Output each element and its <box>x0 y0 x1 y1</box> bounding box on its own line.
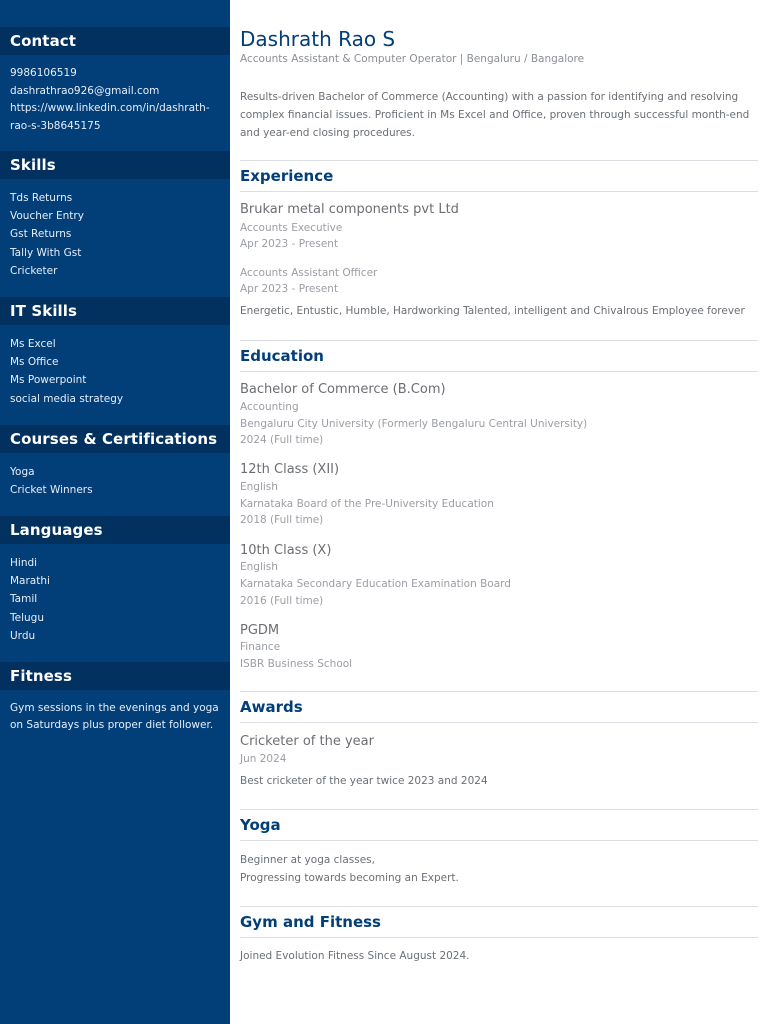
skill-item: Cricketer <box>10 264 58 277</box>
skill-item: Gst Returns <box>10 228 72 241</box>
job-description: Energetic, Entustic, Humble, Hardworking Talented, intelligent and Chivalrous Employee forever <box>240 305 745 317</box>
language-item: Marathi <box>10 575 50 588</box>
education-heading: Education <box>240 340 758 372</box>
candidate-name: Dashrath Rao S <box>240 27 396 51</box>
fitness-line: Gym sessions in the evenings and yoga <box>10 702 219 714</box>
course-item: Cricket Winners <box>10 484 93 497</box>
phone-number[interactable]: 9986106519 <box>10 67 77 79</box>
job-dates: Apr 2023 - Present <box>240 283 339 295</box>
education-field: English <box>240 481 278 493</box>
contact-heading: Contact <box>0 27 230 55</box>
job-dates: Apr 2023 - Present <box>240 238 339 250</box>
experience-heading: Experience <box>240 160 758 192</box>
contact-section <box>0 27 230 135</box>
courses-heading: Courses & Certifications <box>0 425 230 453</box>
education-institution: ISBR Business School <box>240 658 353 670</box>
it-skills-section <box>0 297 230 408</box>
skill-item: Tds Returns <box>10 192 73 204</box>
education-year: 2018 (Full time) <box>240 514 324 526</box>
linkedin-link-line1[interactable]: https://www.linkedin.com/in/dashrath- <box>10 102 210 114</box>
it-skill-item: Ms Office <box>10 356 59 369</box>
summary-line: complex financial issues. Proficient in Ms Excel and Office, proven through successful month-end <box>240 109 750 121</box>
course-item: Yoga <box>10 466 35 478</box>
skills-section <box>0 151 230 280</box>
skill-item: Tally With Gst <box>10 246 82 259</box>
job-role: Accounts Assistant Officer <box>240 267 378 279</box>
contact-list <box>0 55 230 135</box>
languages-section <box>0 516 230 645</box>
award-name: Cricketer of the year <box>240 734 374 749</box>
company-name: Brukar metal components pvt Ltd <box>240 202 459 217</box>
summary-line: Results-driven Bachelor of Commerce (Accounting) with a passion for identifying and resolving <box>240 91 739 103</box>
languages-list <box>0 544 230 645</box>
it-skill-item: Ms Excel <box>10 338 56 350</box>
education-degree: PGDM <box>240 623 280 638</box>
email-link[interactable]: dashrathrao926@gmail.com <box>10 84 160 97</box>
awards-heading: Awards <box>240 691 758 723</box>
gym-text: Joined Evolution Fitness Since August 2024. <box>240 950 470 962</box>
it-skill-item: social media strategy <box>10 392 124 405</box>
fitness-section <box>0 662 230 734</box>
fitness-heading: Fitness <box>0 662 230 690</box>
award-date: Jun 2024 <box>240 753 287 765</box>
fitness-text <box>0 690 230 734</box>
skills-heading: Skills <box>0 151 230 179</box>
language-item: Urdu <box>10 629 36 642</box>
education-institution: Karnataka Secondary Education Examination Board <box>240 578 511 590</box>
education-field: Finance <box>240 641 281 653</box>
education-degree: 12th Class (XII) <box>240 462 340 477</box>
fitness-line: on Saturdays plus proper diet follower. <box>10 719 214 731</box>
summary-line: and year-end closing procedures. <box>240 127 415 139</box>
education-degree: Bachelor of Commerce (B.Com) <box>240 382 446 397</box>
award-description: Best cricketer of the year twice 2023 and 2024 <box>240 775 488 787</box>
it-skills-list <box>0 325 230 408</box>
it-skills-heading: IT Skills <box>0 297 230 325</box>
education-field: Accounting <box>240 401 299 413</box>
yoga-line: Progressing towards becoming an Expert. <box>240 872 459 884</box>
education-year: 2016 (Full time) <box>240 595 324 607</box>
summary <box>240 88 758 142</box>
yoga-heading: Yoga <box>240 809 758 841</box>
education-degree: 10th Class (X) <box>240 543 332 558</box>
linkedin-link-line2[interactable]: rao-s-3b8645175 <box>10 119 101 132</box>
skills-list <box>0 179 230 280</box>
education-institution: Karnataka Board of the Pre-University Education <box>240 498 494 510</box>
language-item: Tamil <box>10 593 38 606</box>
yoga-line: Beginner at yoga classes, <box>240 854 375 866</box>
language-item: Hindi <box>10 557 38 569</box>
languages-heading: Languages <box>0 516 230 544</box>
education-field: English <box>240 561 278 573</box>
courses-section <box>0 425 230 499</box>
education-institution: Bengaluru City University (Formerly Bengaluru Central University) <box>240 418 588 430</box>
gym-heading: Gym and Fitness <box>240 906 758 938</box>
it-skill-item: Ms Powerpoint <box>10 374 87 387</box>
skill-item: Voucher Entry <box>10 210 84 223</box>
education-year: 2024 (Full time) <box>240 434 324 446</box>
courses-list <box>0 453 230 499</box>
candidate-subtitle: Accounts Assistant & Computer Operator | Bengaluru / Bangalore <box>240 53 585 65</box>
sidebar <box>0 0 230 1024</box>
job-role: Accounts Executive <box>240 222 343 234</box>
language-item: Telugu <box>10 611 44 624</box>
